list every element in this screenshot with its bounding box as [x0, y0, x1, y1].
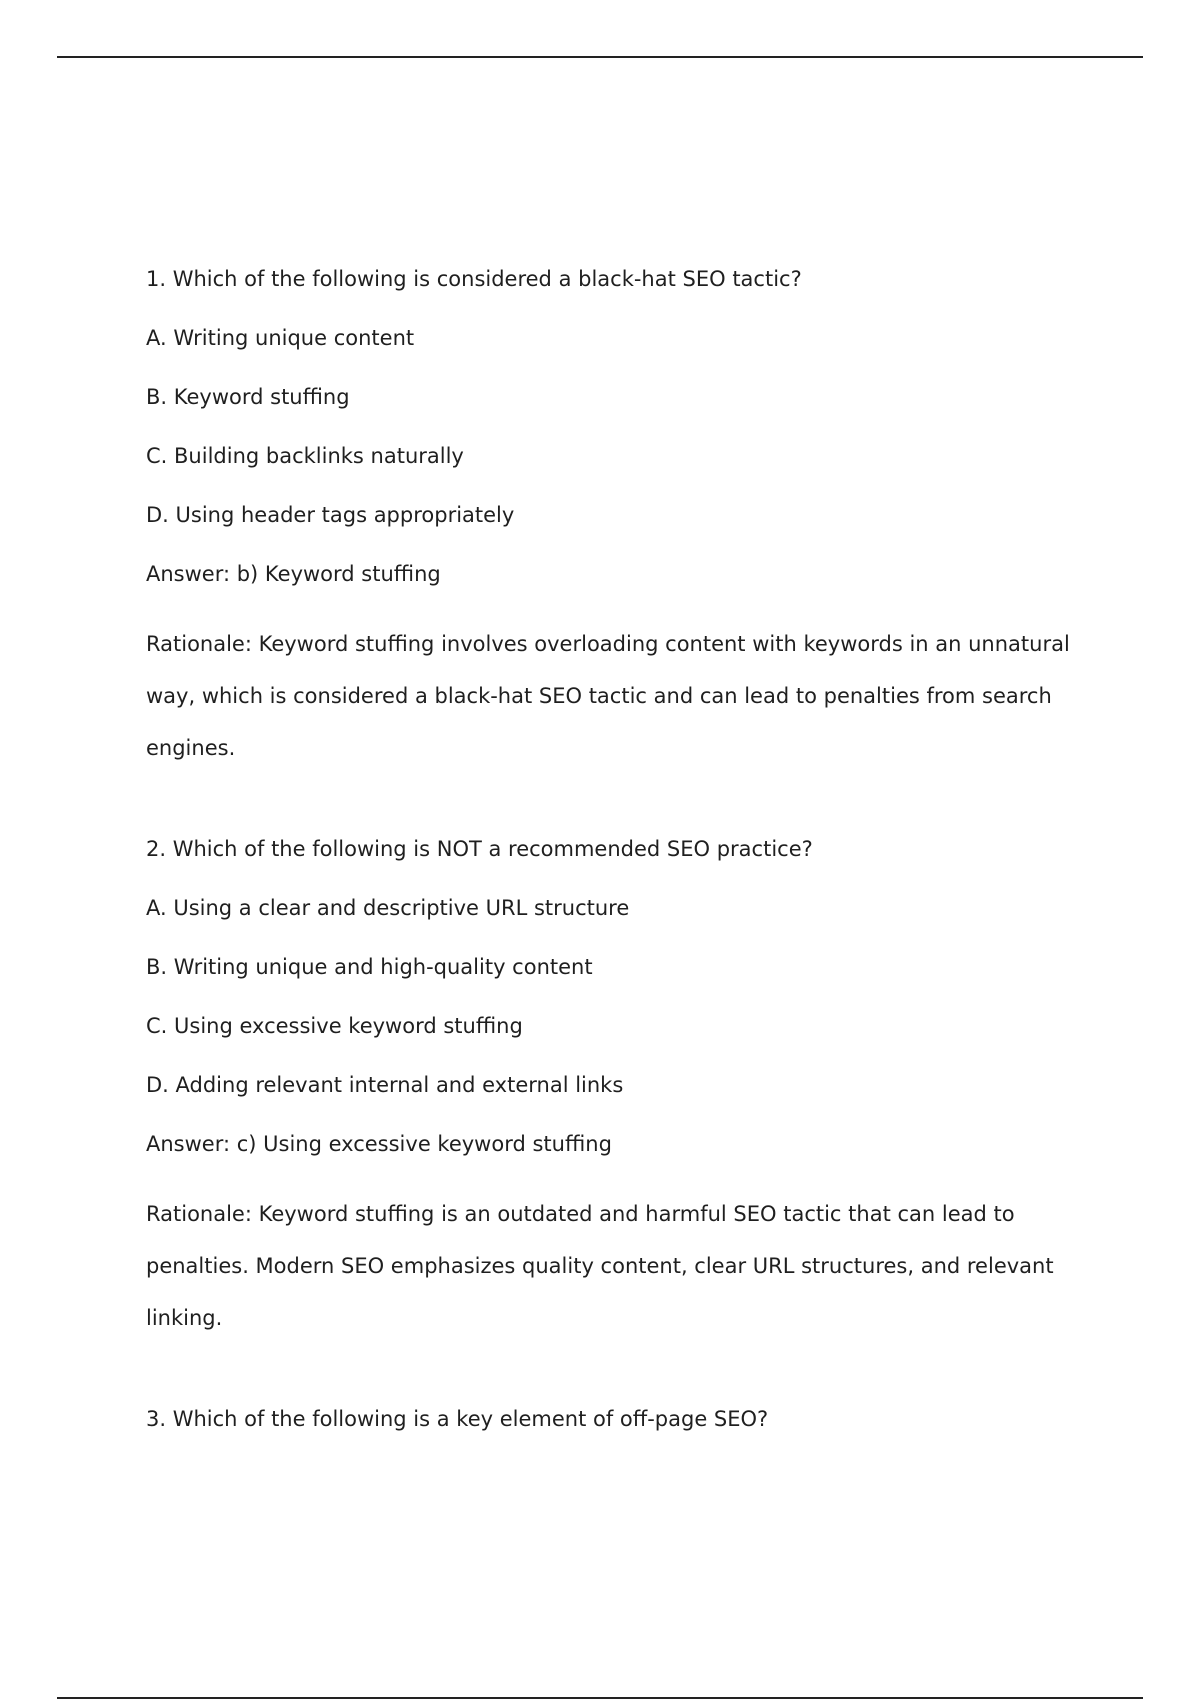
option-d: D. Using header tags appropriately: [146, 503, 515, 527]
rationale-line-1: Rationale: Keyword stuffing involves overloading content with keywords in an unnatural: [146, 632, 1070, 656]
question-text: 1. Which of the following is considered a black-hat SEO tactic?: [146, 267, 802, 291]
option-a: A. Writing unique content: [146, 326, 415, 350]
option-d: D. Adding relevant internal and external links: [146, 1073, 624, 1097]
rationale-line-1: Rationale: Keyword stuffing is an outdated and harmful SEO tactic that can lead to: [146, 1202, 1015, 1226]
option-b: B. Keyword stuffing: [146, 385, 350, 409]
question-text: 3. Which of the following is a key element of off-page SEO?: [146, 1407, 769, 1431]
option-a: A. Using a clear and descriptive URL structure: [146, 896, 630, 920]
rationale-line-3: engines.: [146, 736, 236, 760]
rationale-line-2: penalties. Modern SEO emphasizes quality content, clear URL structures, and relevant: [146, 1254, 1054, 1278]
option-c: C. Building backlinks naturally: [146, 444, 464, 468]
question-2: [146, 834, 1096, 1344]
answer-text: Answer: c) Using excessive keyword stuffing: [146, 1132, 612, 1156]
option-c: C. Using excessive keyword stuffing: [146, 1014, 523, 1038]
option-b: B. Writing unique and high-quality content: [146, 955, 593, 979]
rationale-line-3: linking.: [146, 1306, 223, 1330]
rationale-line-2: way, which is considered a black-hat SEO tactic and can lead to penalties from search: [146, 684, 1052, 708]
question-3: [146, 1404, 1096, 1434]
answer-text: Answer: b) Keyword stuffing: [146, 562, 441, 586]
header-rule: [57, 56, 1143, 58]
footer-rule: [57, 1697, 1143, 1699]
question-1: [146, 264, 1096, 774]
document-body: [146, 264, 1096, 1494]
question-text: 2. Which of the following is NOT a recommended SEO practice?: [146, 837, 813, 861]
